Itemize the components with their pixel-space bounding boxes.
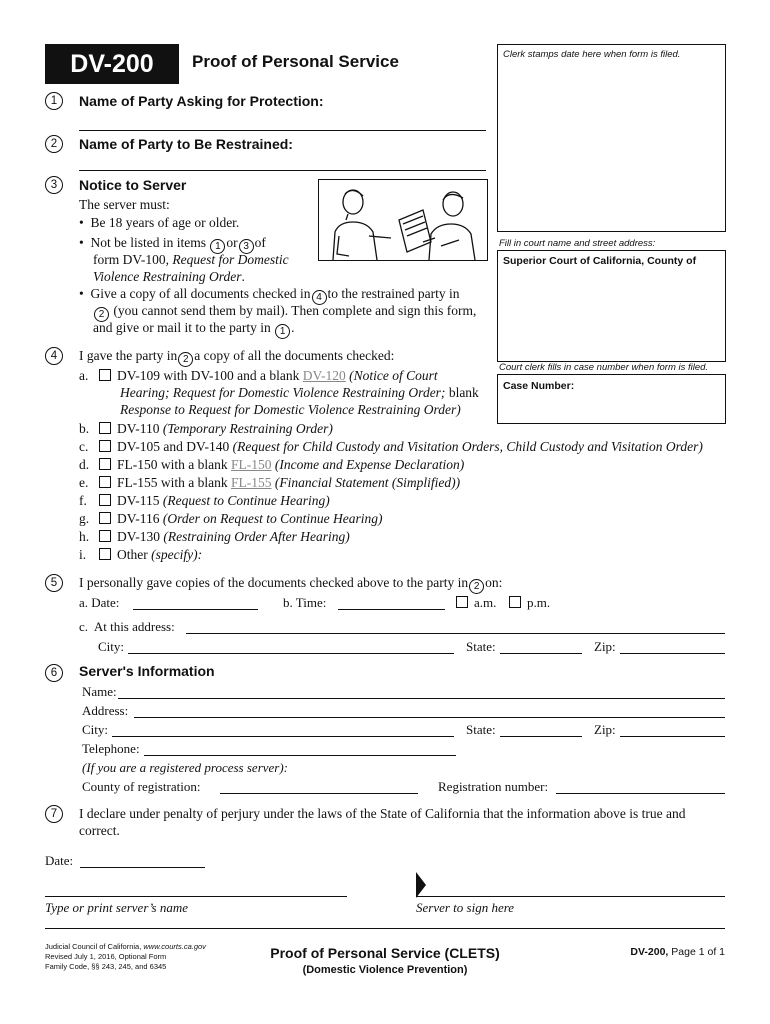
item-ref-4: 4 — [312, 290, 327, 305]
doc-item-f — [79, 492, 330, 509]
section-6-heading: Server's Information — [79, 663, 215, 679]
s4-intro-b: a copy of all the documents checked: — [194, 348, 395, 363]
sign-here-arrow-icon — [416, 872, 428, 898]
bullet-3-text-c: (you cannot send them by mail). Then complete and sign this form, — [113, 303, 477, 318]
bullet-3-text-b: to the restrained party in — [327, 286, 460, 301]
s5-intro-end: on: — [485, 575, 503, 590]
server-signature-line[interactable] — [416, 896, 725, 897]
bullet-2-or: or — [226, 235, 238, 250]
county-registration-line[interactable] — [220, 793, 418, 794]
fl150-link[interactable]: FL-150 — [231, 457, 272, 472]
doc-item-b — [79, 420, 333, 437]
footer-page-number: Page 1 of 1 — [671, 946, 725, 958]
footer-title: Proof of Personal Service (CLETS) — [270, 945, 500, 961]
checkbox-b[interactable] — [99, 422, 111, 434]
bullet-2-form: form DV-100, — [93, 252, 169, 267]
registration-number-label: Registration number: — [438, 779, 549, 794]
section-3-heading: Notice to Server — [79, 177, 187, 193]
section-6-number: 6 — [45, 664, 63, 682]
item-title: (Income and Expense Declaration) — [274, 457, 465, 472]
clerk-stamp-label: Clerk stamps date here when form is filed. — [503, 49, 681, 60]
section-7-number: 7 — [45, 805, 63, 823]
item-a-line2: Hearing; Request for Domestic Violence Restraining Order; — [120, 385, 446, 400]
item-title: (Temporary Restraining Order) — [162, 421, 333, 436]
item-ref-1b: 1 — [275, 324, 290, 339]
item-text: DV-110 — [117, 421, 160, 436]
case-fill-label: Court clerk fills in case number when form is filed. — [499, 362, 709, 373]
checkbox-f[interactable] — [99, 494, 111, 506]
item-letter: b. — [79, 421, 90, 436]
section-3-number: 3 — [45, 176, 63, 194]
item-text: DV-109 with DV-100 and a blank — [117, 368, 300, 383]
address-label: At this address: — [93, 619, 175, 634]
item-letter: a. — [79, 368, 89, 383]
section-4-intro — [79, 347, 394, 367]
footer-code: Family Code, §§ 243, 245, and 6345 — [45, 962, 167, 971]
section-5-number: 5 — [45, 574, 63, 592]
am-option — [456, 595, 496, 611]
checkbox-h[interactable] — [99, 530, 111, 542]
doc-item-e — [79, 474, 460, 491]
registered-server-note: (If you are a registered process server): — [82, 760, 289, 775]
doc-item-a-cont — [120, 384, 479, 401]
item-title: (Financial Statement (Simplified)) — [274, 475, 461, 490]
server-bullet-2-cont — [93, 251, 289, 268]
people-handing-papers-icon — [319, 180, 487, 260]
server-name-line[interactable] — [118, 698, 725, 699]
bullet-2-form-title: Request for Domestic — [172, 252, 289, 267]
server-bullet-1: • Be 18 years of age or older. — [79, 215, 240, 230]
item-a-blank: blank — [448, 385, 479, 400]
doc-item-a-cont2 — [120, 401, 461, 418]
item-letter: d. — [79, 457, 90, 472]
server-city-label: City: — [82, 722, 109, 737]
court-fill-label: Fill in court name and street address: — [499, 238, 656, 249]
item-text: DV-115 — [117, 493, 160, 508]
doc-item-g — [79, 510, 382, 527]
s5-intro-text: I personally gave copies of the documents checked above to the party in — [79, 575, 469, 590]
bullet-1-text: Be 18 years of age or older. — [90, 215, 240, 230]
case-number-label: Case Number: — [503, 380, 575, 392]
checkbox-g[interactable] — [99, 512, 111, 524]
bullet-3-text-d: and give or mail it to the party in — [93, 320, 271, 335]
bullet-2-form-title-2: Violence Restraining Order — [93, 269, 242, 284]
signature-label: Server to sign here — [416, 900, 515, 915]
service-city-label: City: — [98, 639, 125, 654]
service-date-line[interactable] — [133, 609, 258, 610]
bullet-2-of: of — [254, 235, 266, 250]
doc-item-a — [79, 367, 438, 384]
server-bullet-2: • Not be listed in items 1 or 3 of — [79, 235, 266, 252]
footer-revision: Revised July 1, 2016, Optional Form — [45, 952, 167, 961]
server-city-line[interactable] — [112, 736, 454, 737]
signature-date-label: Date: — [45, 853, 74, 868]
signature-date-line[interactable] — [80, 867, 205, 868]
pm-label: p.m. — [527, 595, 551, 610]
item-ref-3: 3 — [239, 239, 254, 254]
server-state-line[interactable] — [500, 736, 582, 737]
checkbox-e[interactable] — [99, 476, 111, 488]
clerk-stamp-box — [497, 44, 726, 232]
item-letter: e. — [79, 475, 89, 490]
printed-name-label: Type or print server’s name — [45, 900, 188, 915]
service-date-label: a. Date: — [79, 595, 120, 610]
service-state-label: State: — [466, 639, 496, 654]
item-text: DV-130 — [117, 529, 161, 544]
service-zip-line[interactable] — [620, 653, 725, 654]
s4-intro-a: I gave the party in — [79, 348, 178, 363]
service-city-line[interactable] — [128, 653, 454, 654]
section-2-heading: Name of Party to Be Restrained: — [79, 136, 293, 152]
item-letter: g. — [79, 511, 90, 526]
server-illustration — [318, 179, 488, 261]
server-zip-line[interactable] — [620, 736, 725, 737]
am-label: a.m. — [474, 595, 497, 610]
county-registration-label: County of registration: — [82, 779, 201, 794]
server-bullet-3-cont2: and give or mail it to the party in 1 . — [93, 320, 295, 337]
checkbox-c[interactable] — [99, 440, 111, 452]
doc-item-i — [79, 546, 202, 563]
server-bullet-2-cont2: Violence Restraining Order. — [93, 269, 245, 284]
court-name-box[interactable] — [497, 250, 726, 362]
item-text: FL-150 with a blank — [117, 457, 228, 472]
checkbox-i[interactable] — [99, 548, 111, 560]
item-a-line3: Response to Request for Domestic Violence Restraining Order) — [120, 402, 461, 417]
footer-divider — [45, 928, 725, 929]
footer-publisher — [45, 942, 206, 952]
court-name-label: Superior Court of California, County of — [503, 255, 697, 267]
footer-left — [45, 942, 206, 972]
item-ref-2: 2 — [94, 307, 109, 322]
form-id-badge: DV-200 — [45, 44, 179, 84]
doc-item-c — [79, 438, 703, 455]
service-address-line[interactable] — [186, 633, 725, 634]
item-title: (Restraining Order After Hearing) — [163, 529, 350, 544]
party-restrained-line[interactable] — [79, 170, 486, 171]
c-letter: c. — [79, 619, 89, 634]
server-phone-line[interactable] — [144, 755, 456, 756]
item-ref-1: 1 — [210, 239, 225, 254]
item-text: DV-105 and DV-140 — [117, 439, 230, 454]
footer-page — [560, 946, 725, 958]
item-letter: f. — [79, 493, 87, 508]
server-phone-label: Telephone: — [82, 741, 140, 756]
item-ref-2b: 2 — [178, 352, 193, 367]
doc-item-h — [79, 528, 350, 545]
server-name-label: Name: — [82, 684, 117, 699]
item-title: (Order on Request to Continue Hearing) — [162, 511, 383, 526]
server-address-label: Address: — [82, 703, 129, 718]
declaration-line-1: I declare under penalty of perjury under the laws of the State of California that the information above is true and — [79, 806, 686, 821]
item-title: (specify): — [151, 547, 203, 562]
item-text: FL-155 with a blank — [117, 475, 228, 490]
server-bullet-3: • Give a copy of all documents checked in 4 to the restrained party in — [79, 286, 460, 303]
item-letter: i. — [79, 547, 87, 562]
party-protection-line[interactable] — [79, 130, 486, 131]
section-5-intro — [79, 574, 502, 594]
declaration-line-2: correct. — [79, 823, 120, 838]
server-printed-name-line[interactable] — [45, 896, 347, 897]
server-state-label: State: — [466, 722, 496, 737]
item-text: Other — [117, 547, 148, 562]
item-title: (Notice of Court — [349, 368, 438, 383]
section-4-number: 4 — [45, 347, 63, 365]
am-checkbox[interactable] — [456, 596, 468, 608]
section-1-heading: Name of Party Asking for Protection: — [79, 93, 324, 109]
item-title: (Request to Continue Hearing) — [162, 493, 330, 508]
section-2-number: 2 — [45, 135, 63, 153]
item-letter: c. — [79, 439, 89, 454]
service-time-line[interactable] — [338, 609, 445, 610]
doc-item-d — [79, 456, 464, 473]
pm-option — [509, 595, 550, 611]
page-title: Proof of Personal Service — [192, 52, 399, 71]
server-zip-label: Zip: — [594, 722, 616, 737]
item-title: (Request for Child Custody and Visitation Orders, Child Custody and Visitation Order) — [232, 439, 703, 454]
service-state-line[interactable] — [500, 653, 582, 654]
bullet-3-text: Give a copy of all documents checked in — [90, 286, 311, 301]
footer-publisher-name: Judicial Council of California, — [45, 942, 142, 951]
checkbox-a[interactable] — [99, 369, 111, 381]
footer-form-id: DV-200, — [630, 946, 669, 958]
footer-website: www.courts.ca.gov — [143, 942, 206, 951]
server-address-line[interactable] — [134, 717, 725, 718]
fl155-link[interactable]: FL-155 — [231, 475, 272, 490]
case-number-box[interactable] — [497, 374, 726, 424]
service-time-label: b. Time: — [283, 595, 327, 610]
pm-checkbox[interactable] — [509, 596, 521, 608]
registration-number-line[interactable] — [556, 793, 725, 794]
dv120-link[interactable]: DV-120 — [302, 368, 346, 383]
checkbox-d[interactable] — [99, 458, 111, 470]
server-intro: The server must: — [79, 197, 170, 212]
bullet-2-text: Not be listed in items — [90, 235, 206, 250]
footer-subtitle: (Domestic Violence Prevention) — [302, 964, 468, 976]
service-zip-label: Zip: — [594, 639, 616, 654]
section-1-number: 1 — [45, 92, 63, 110]
address-label-row — [79, 619, 175, 635]
item-letter: h. — [79, 529, 90, 544]
item-ref-2c: 2 — [469, 579, 484, 594]
item-text: DV-116 — [117, 511, 160, 526]
